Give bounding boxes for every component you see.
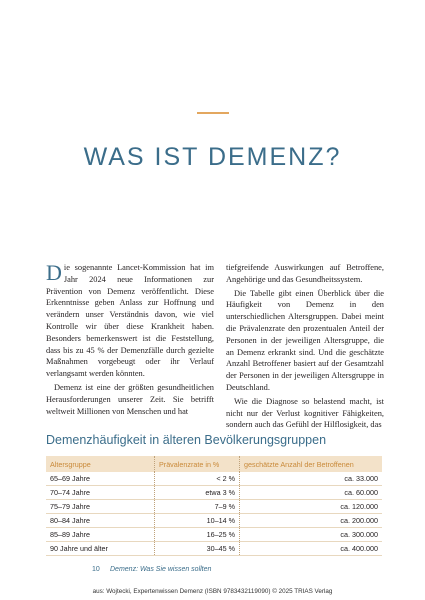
paragraph: Wie die Diagnose so belastend macht, ist nicht nur der Verlust kognitiver Fähigkeiten, sondern auch das Gefühl der Hilflosigkeit, das <box>226 396 384 430</box>
header-prevalence: Prävalenzrate in % <box>155 456 240 472</box>
table-row <box>46 500 382 514</box>
dropcap: D <box>46 260 62 285</box>
table-row <box>46 528 382 542</box>
table-row <box>46 542 382 556</box>
cell-age-group: 90 Jahre und älter <box>46 542 155 556</box>
cell-prevalence: 10–14 % <box>155 514 240 528</box>
cell-affected: ca. 60.000 <box>240 486 383 500</box>
cell-affected: ca. 300.000 <box>240 528 383 542</box>
page-number: 10 <box>92 566 100 573</box>
left-column <box>46 262 214 419</box>
cell-prevalence: 16–25 % <box>155 528 240 542</box>
cell-age-group: 65–69 Jahre <box>46 472 155 486</box>
header-affected: geschätzte Anzahl der Betroffenen <box>244 459 354 469</box>
prevalence-table <box>46 456 382 556</box>
paragraph-text: ie sogenannte Lancet-Kommission hat im Jahr 2024 neue Informationen zur Prävention von Demenz veröffentlicht. Diese Erkenntnisse geben Anlass zur Hoffnung und verändern unser Verständnis davon, wie viel Kontrolle wir über diese Krankheit haben. Besonders bemerkenswert ist die Feststellung, dass bis zu 45 % der Demenzfälle durch gezielte Maßnahmen vorgebeugt oder ihr Verlauf verlangsamt werden könnten. <box>46 263 214 379</box>
table-header-row <box>46 456 382 472</box>
header-age-group: Altersgruppe <box>46 456 155 472</box>
cell-age-group: 75–79 Jahre <box>46 500 155 514</box>
chapter-title: WAS IST DEMENZ? <box>83 142 342 171</box>
cell-prevalence: 7–9 % <box>155 500 240 514</box>
cell-prevalence: < 2 % <box>155 472 240 486</box>
paragraph: Die Tabelle gibt einen Überblick über die Häufigkeit von Demenz in den unterschiedlichen Altersgruppen. Dabei meint die Prävalenzrate den prozentualen Anteil der Personen in der jeweiligen Altersgruppe, die an Demenz erkrankt sind. Und die geschätzte Anzahl Betroffener basiert auf der Gesamtzahl der Personen in der jeweiligen Altersgruppe in Deutschland. <box>226 288 384 392</box>
cell-affected: ca. 33.000 <box>240 472 383 486</box>
paragraph: tiefgreifende Auswirkungen auf Betroffene, Angehörige und das Gesundheitssystem. <box>226 263 384 284</box>
cell-affected: ca. 400.000 <box>240 542 383 556</box>
cell-prevalence: 30–45 % <box>155 542 240 556</box>
cell-prevalence: etwa 3 % <box>155 486 240 500</box>
table-title: Demenzhäufigkeit in älteren Bevölkerungsgruppen <box>46 433 327 447</box>
paragraph <box>46 262 214 380</box>
table-row <box>46 472 382 486</box>
cell-affected: ca. 120.000 <box>240 500 383 514</box>
table-row <box>46 514 382 528</box>
cell-affected: ca. 200.000 <box>240 514 383 528</box>
paragraph: Demenz ist eine der größten gesundheitlichen Herausforderungen unserer Zeit. Sie betrifft weltweit Millionen von Menschen und hat <box>46 382 214 416</box>
cell-age-group: 70–74 Jahre <box>46 486 155 500</box>
running-title: Demenz: Was Sie wissen sollten <box>110 566 212 573</box>
right-column <box>226 262 384 433</box>
source-credit: aus: Wojtecki, Expertenwissen Demenz (ISBN 9783432119090) © 2025 TRIAS Verlag <box>92 588 333 595</box>
cell-age-group: 85–89 Jahre <box>46 528 155 542</box>
title-rule <box>197 112 229 114</box>
cell-age-group: 80–84 Jahre <box>46 514 155 528</box>
table-row <box>46 486 382 500</box>
